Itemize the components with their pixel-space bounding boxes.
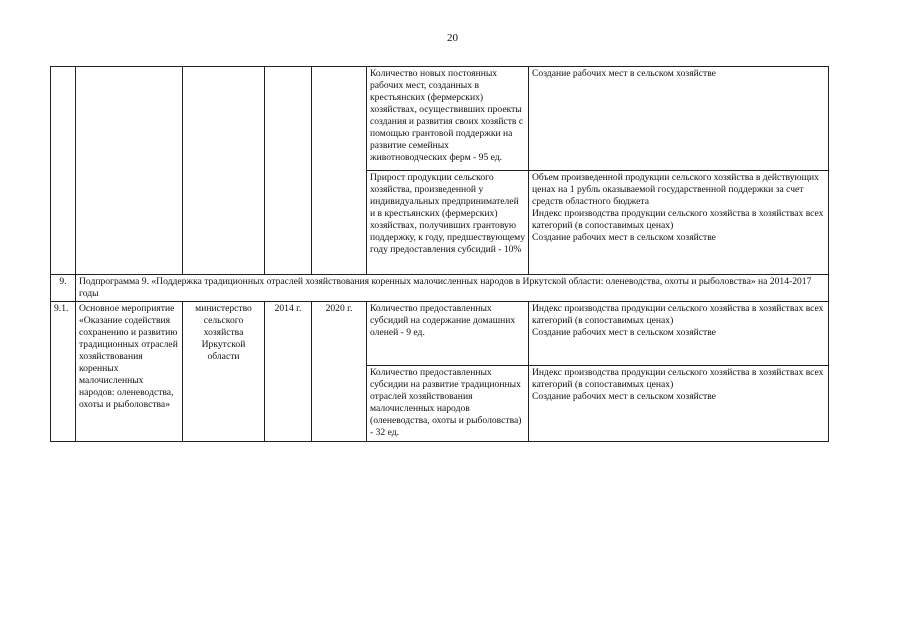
page-number: 20 — [447, 32, 458, 44]
result-line: Объем произведенной продукции сельского хозяйства в действующих ценах на 1 рубль оказываемой государственной поддержки за счет средств областного бюджета — [532, 172, 819, 207]
empty-start-cell — [265, 67, 312, 275]
result-cell — [529, 67, 829, 171]
subprogram-row — [51, 275, 829, 302]
empty-number-cell — [51, 67, 76, 275]
result-cell — [529, 302, 829, 366]
measure-ministry: министерство сельского хозяйства Иркутской области — [183, 302, 265, 442]
table-row — [51, 67, 829, 171]
program-table — [50, 66, 829, 442]
subprogram-title: Подпрограмма 9. «Поддержка традиционных отраслей хозяйствования коренных малочисленных народов в Иркутской области: оленеводства, охоты и рыболовства» на 2014-2017 годы — [76, 275, 829, 302]
indicator-cell: Прирост продукции сельского хозяйства, произведенной у индивидуальных предпринимателей и в крестьянских (фермерских) хозяйствах, получивших грантовую поддержку, к году, предшествующему году предоставления субсидий - 10% — [367, 171, 529, 275]
result-line: Индекс производства продукции сельского хозяйства в хозяйствах всех категорий (в сопоставимых ценах) — [532, 208, 824, 231]
empty-ministry-cell — [183, 67, 265, 275]
result-line: Создание рабочих мест в сельском хозяйстве — [532, 391, 716, 402]
result-line: Создание рабочих мест в сельском хозяйстве — [532, 232, 716, 243]
result-line: Индекс производства продукции сельского хозяйства в хозяйствах всех категорий (в сопоставимых ценах) — [532, 303, 824, 326]
measure-name: Основное мероприятие «Оказание содействия сохранению и развитию традиционных отраслей хозяйствования коренных малочисленных народов: оленеводства, охоты и рыболовства» — [76, 302, 183, 442]
measure-end-year: 2020 г. — [312, 302, 367, 442]
measure-start-year: 2014 г. — [265, 302, 312, 442]
subprogram-number: 9. — [51, 275, 76, 302]
result-cell — [529, 171, 829, 275]
measure-number: 9.1. — [51, 302, 76, 442]
table-row — [51, 302, 829, 366]
result-line: Индекс производства продукции сельского хозяйства в хозяйствах всех категорий (в сопоставимых ценах) — [532, 367, 824, 390]
result-line: Создание рабочих мест в сельском хозяйстве — [532, 327, 716, 338]
indicator-cell: Количество предоставленных субсидии на развитие традиционных отраслей хозяйствования малочисленных народов (оленеводства, охоты и рыболовства) - 32 ед. — [367, 366, 529, 442]
indicator-cell: Количество предоставленных субсидий на содержание домашних оленей - 9 ед. — [367, 302, 529, 366]
result-line: Создание рабочих мест в сельском хозяйстве — [532, 68, 716, 79]
empty-end-cell — [312, 67, 367, 275]
indicator-cell: Количество новых постоянных рабочих мест, созданных в крестьянских (фермерских) хозяйствах, осуществивших проекты создания и развития своих хозяйств с помощью грантовой поддержки на развитие семейных животноводческих ферм - 95 ед. — [367, 67, 529, 171]
result-cell — [529, 366, 829, 442]
empty-name-cell — [76, 67, 183, 275]
